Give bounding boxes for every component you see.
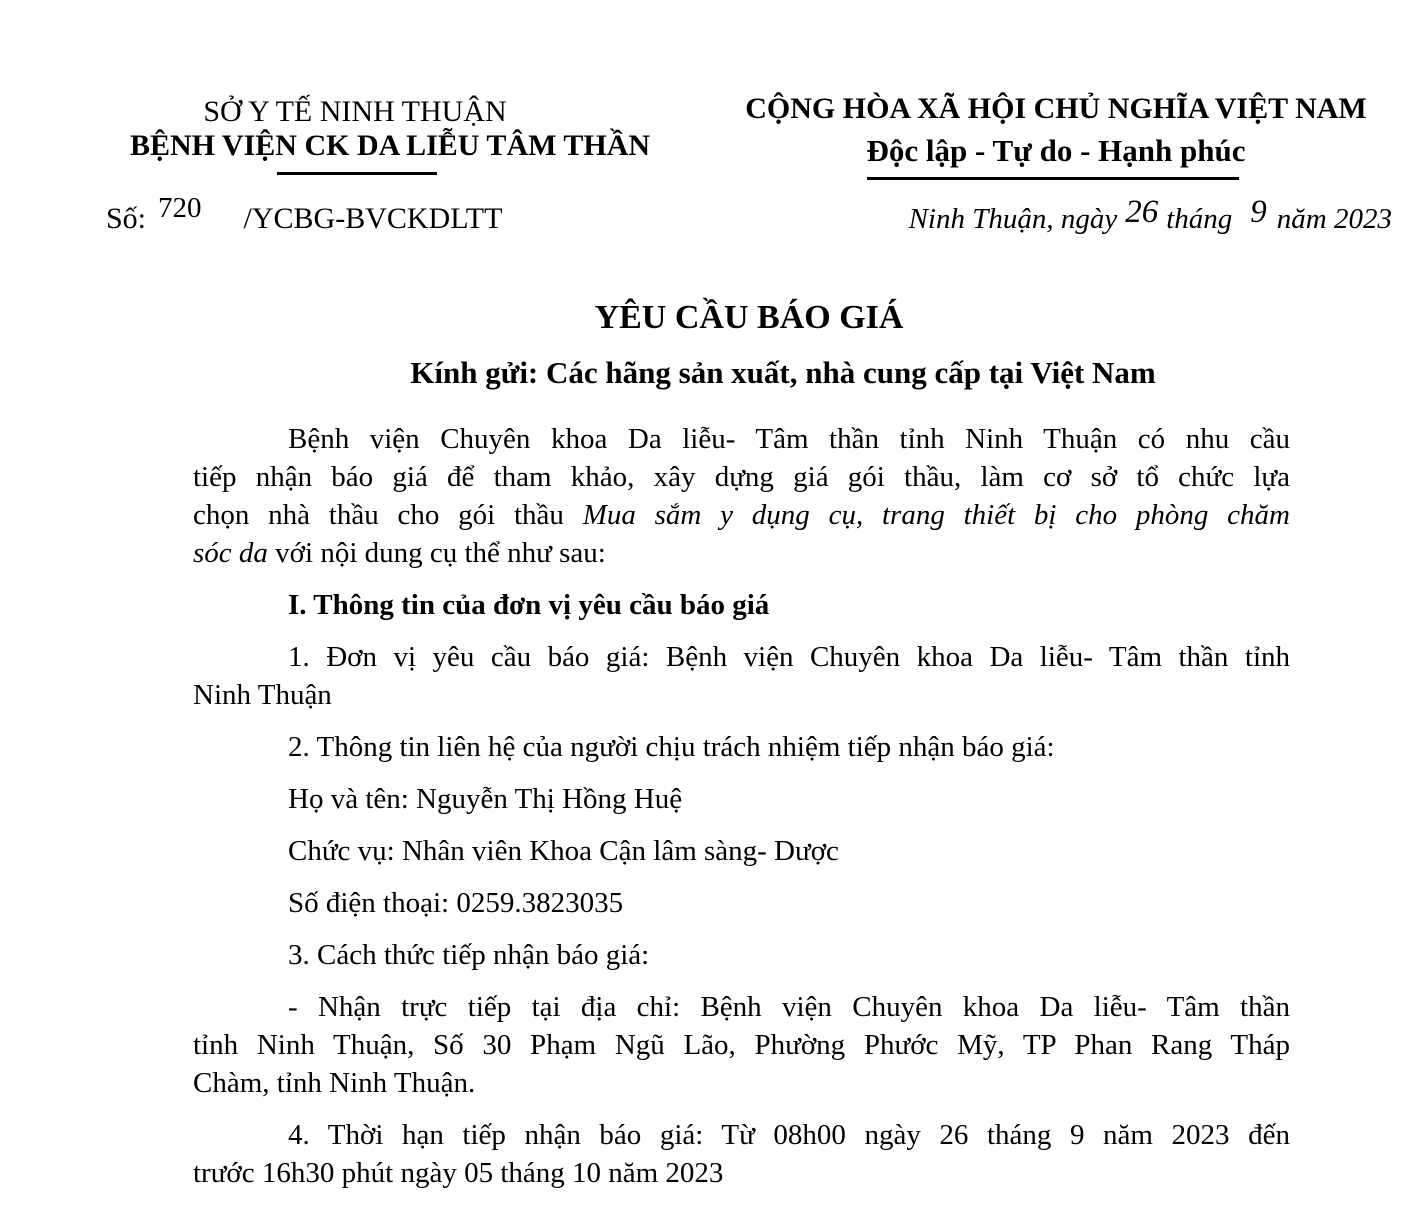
contact-name: Họ và tên: Nguyễn Thị Hồng Huệ [288, 783, 683, 815]
item-4-deadline [193, 1116, 1290, 1192]
intro-line-4 [193, 534, 1290, 572]
contact-name-row [193, 780, 1290, 818]
address-line-1: - Nhận trực tiếp tại địa chỉ: Bệnh viện Chuyên khoa Da liễu- Tâm thần [288, 991, 1290, 1023]
date-month: 9 [1250, 194, 1267, 230]
right-header-underline [867, 177, 1239, 180]
national-motto-line1: CỘNG HÒA XÃ HỘI CHỦ NGHĨA VIỆT NAM [745, 92, 1367, 125]
document-body [193, 420, 1290, 1206]
reception-address-paragraph [193, 988, 1290, 1102]
date-suffix: năm 2023 [1276, 203, 1392, 235]
left-header-underline [277, 172, 437, 175]
intro-line-1: Bệnh viện Chuyên khoa Da liễu- Tâm thần tỉnh Ninh Thuận có nhu cầu [288, 423, 1290, 455]
contact-title-row [193, 832, 1290, 870]
section-1-heading [193, 586, 1290, 624]
item-4-line-2: trước 16h30 phút ngày 05 tháng 10 năm 2023 [193, 1157, 724, 1189]
date-mid: tháng [1166, 203, 1233, 235]
item-2-contact-info [193, 728, 1290, 766]
intro-paragraph [193, 420, 1290, 572]
intro-line-4-normal: với nội dung cụ thể như sau: [267, 537, 606, 569]
item-4-line-1: 4. Thời hạn tiếp nhận báo giá: Từ 08h00 ngày 26 tháng 9 năm 2023 đến [288, 1119, 1290, 1151]
doc-number-value: 720 [158, 192, 202, 224]
intro-line-3-normal: chọn nhà thầu cho gói thầu [193, 499, 583, 531]
item-3-text: 3. Cách thức tiếp nhận báo giá: [288, 939, 650, 971]
address-line-3: Chàm, tỉnh Ninh Thuận. [193, 1067, 476, 1099]
date-day: 26 [1125, 194, 1159, 230]
package-name-part1: Mua sắm y dụng cụ, trang thiết bị cho phòng chăm [582, 499, 1290, 531]
contact-phone-row [193, 884, 1290, 922]
intro-line-2: tiếp nhận báo giá để tham khảo, xây dựng giá gói thầu, làm cơ sở tổ chức lựa [193, 461, 1290, 493]
contact-phone: Số điện thoại: 0259.3823035 [288, 887, 624, 919]
address-line-2: tỉnh Ninh Thuận, Số 30 Phạm Ngũ Lão, Phường Phước Mỹ, TP Phan Rang Tháp [193, 1029, 1290, 1061]
item-3-reception-method [193, 936, 1290, 974]
intro-line-3 [193, 496, 1290, 534]
doc-number-line [106, 192, 503, 236]
package-name-part2: sóc da [193, 537, 268, 569]
hospital-name: BỆNH VIỆN CK DA LIỄU TÂM THẦN [129, 129, 651, 162]
document-title: YÊU CẦU BÁO GIÁ [594, 299, 904, 336]
issuing-authority: SỞ Y TẾ NINH THUẬN [203, 95, 507, 128]
item-2-text: 2. Thông tin liên hệ của người chịu trách nhiệm tiếp nhận báo giá: [288, 731, 1055, 763]
doc-number-label: Số: [106, 202, 147, 235]
item-1-line-1: 1. Đơn vị yêu cầu báo giá: Bệnh viện Chuyên khoa Da liễu- Tâm thần tỉnh [288, 641, 1290, 673]
document-salutation: Kính gửi: Các hãng sản xuất, nhà cung cấp tại Việt Nam [410, 355, 1156, 390]
section-1-heading-text: I. Thông tin của đơn vị yêu cầu báo giá [288, 589, 770, 621]
item-1-requesting-unit [193, 638, 1290, 714]
item-1-line-2: Ninh Thuận [193, 679, 332, 711]
place-date-line [908, 194, 1392, 237]
date-prefix: Ninh Thuận, ngày [908, 203, 1118, 235]
doc-number-suffix: /YCBG-BVCKDLTT [243, 202, 503, 235]
national-motto-line2: Độc lập - Tự do - Hạnh phúc [866, 133, 1246, 168]
contact-title: Chức vụ: Nhân viên Khoa Cận lâm sàng- Dược [288, 835, 839, 867]
